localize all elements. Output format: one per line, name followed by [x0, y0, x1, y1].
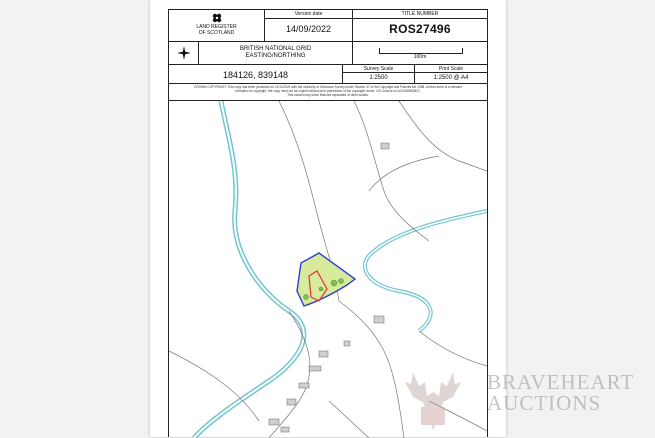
- grid-line2: EASTING/NORTHING: [245, 53, 306, 59]
- title-number-label: TITLE NUMBER: [401, 11, 439, 17]
- coordinates-cell: [169, 65, 343, 83]
- org-name-line2: OF SCOTLAND: [198, 30, 235, 36]
- crown-copyright-notice: [171, 85, 485, 97]
- print-scale-label: Print Scale: [438, 66, 464, 72]
- north-arrow-icon: [177, 46, 191, 60]
- survey-scale: 1:2500: [369, 75, 388, 81]
- scale-bar-cell: [353, 42, 487, 64]
- watermark-line2: AUCTIONS: [487, 391, 602, 415]
- survey-scale-label: Survey Scale: [363, 66, 394, 72]
- coordinates: 184126, 839148: [222, 70, 289, 80]
- print-scale-cell: [415, 65, 487, 83]
- title-number: ROS27496: [389, 22, 451, 36]
- watermark-line1: BRAVEHEART: [487, 370, 635, 394]
- header-row-grid: [169, 42, 487, 65]
- land-register-logo: [212, 13, 222, 23]
- header-row-scale: [169, 65, 487, 84]
- grid-line1: BRITISH NATIONAL GRID: [239, 46, 312, 52]
- scale-bar-label: 100m: [413, 54, 427, 60]
- header-row-title: [169, 10, 487, 42]
- copyright-line2: exception to copyright, the copy must not be copied without prior permission of the copyright owner. OS Licence no AC0000850437.: [235, 89, 421, 93]
- title-number-cell: [353, 10, 487, 41]
- watermark-stag-logo: [393, 352, 473, 432]
- copyright-line3: This extract may show features separated of other scales.: [287, 93, 369, 97]
- logo-cell: [169, 10, 265, 41]
- print-scale: 1:2500 @ A4: [433, 75, 469, 81]
- version-cell: [265, 10, 353, 41]
- river-tributary: [365, 211, 487, 331]
- version-label: Version date: [294, 11, 323, 17]
- north-arrow-cell: [169, 42, 199, 64]
- org-name-line1: LAND REGISTER: [196, 24, 237, 30]
- survey-scale-cell: [343, 65, 415, 83]
- version-date: 14/09/2022: [285, 24, 332, 34]
- grid-cell: [199, 42, 353, 64]
- copyright-line1: CROWN COPYRIGHT: This copy has been produced on 21/11/2024 with the authority of Ordnance Survey under Section 47 of the Copyright and Patents Act 1988. Unless there is a relevant: [194, 85, 462, 89]
